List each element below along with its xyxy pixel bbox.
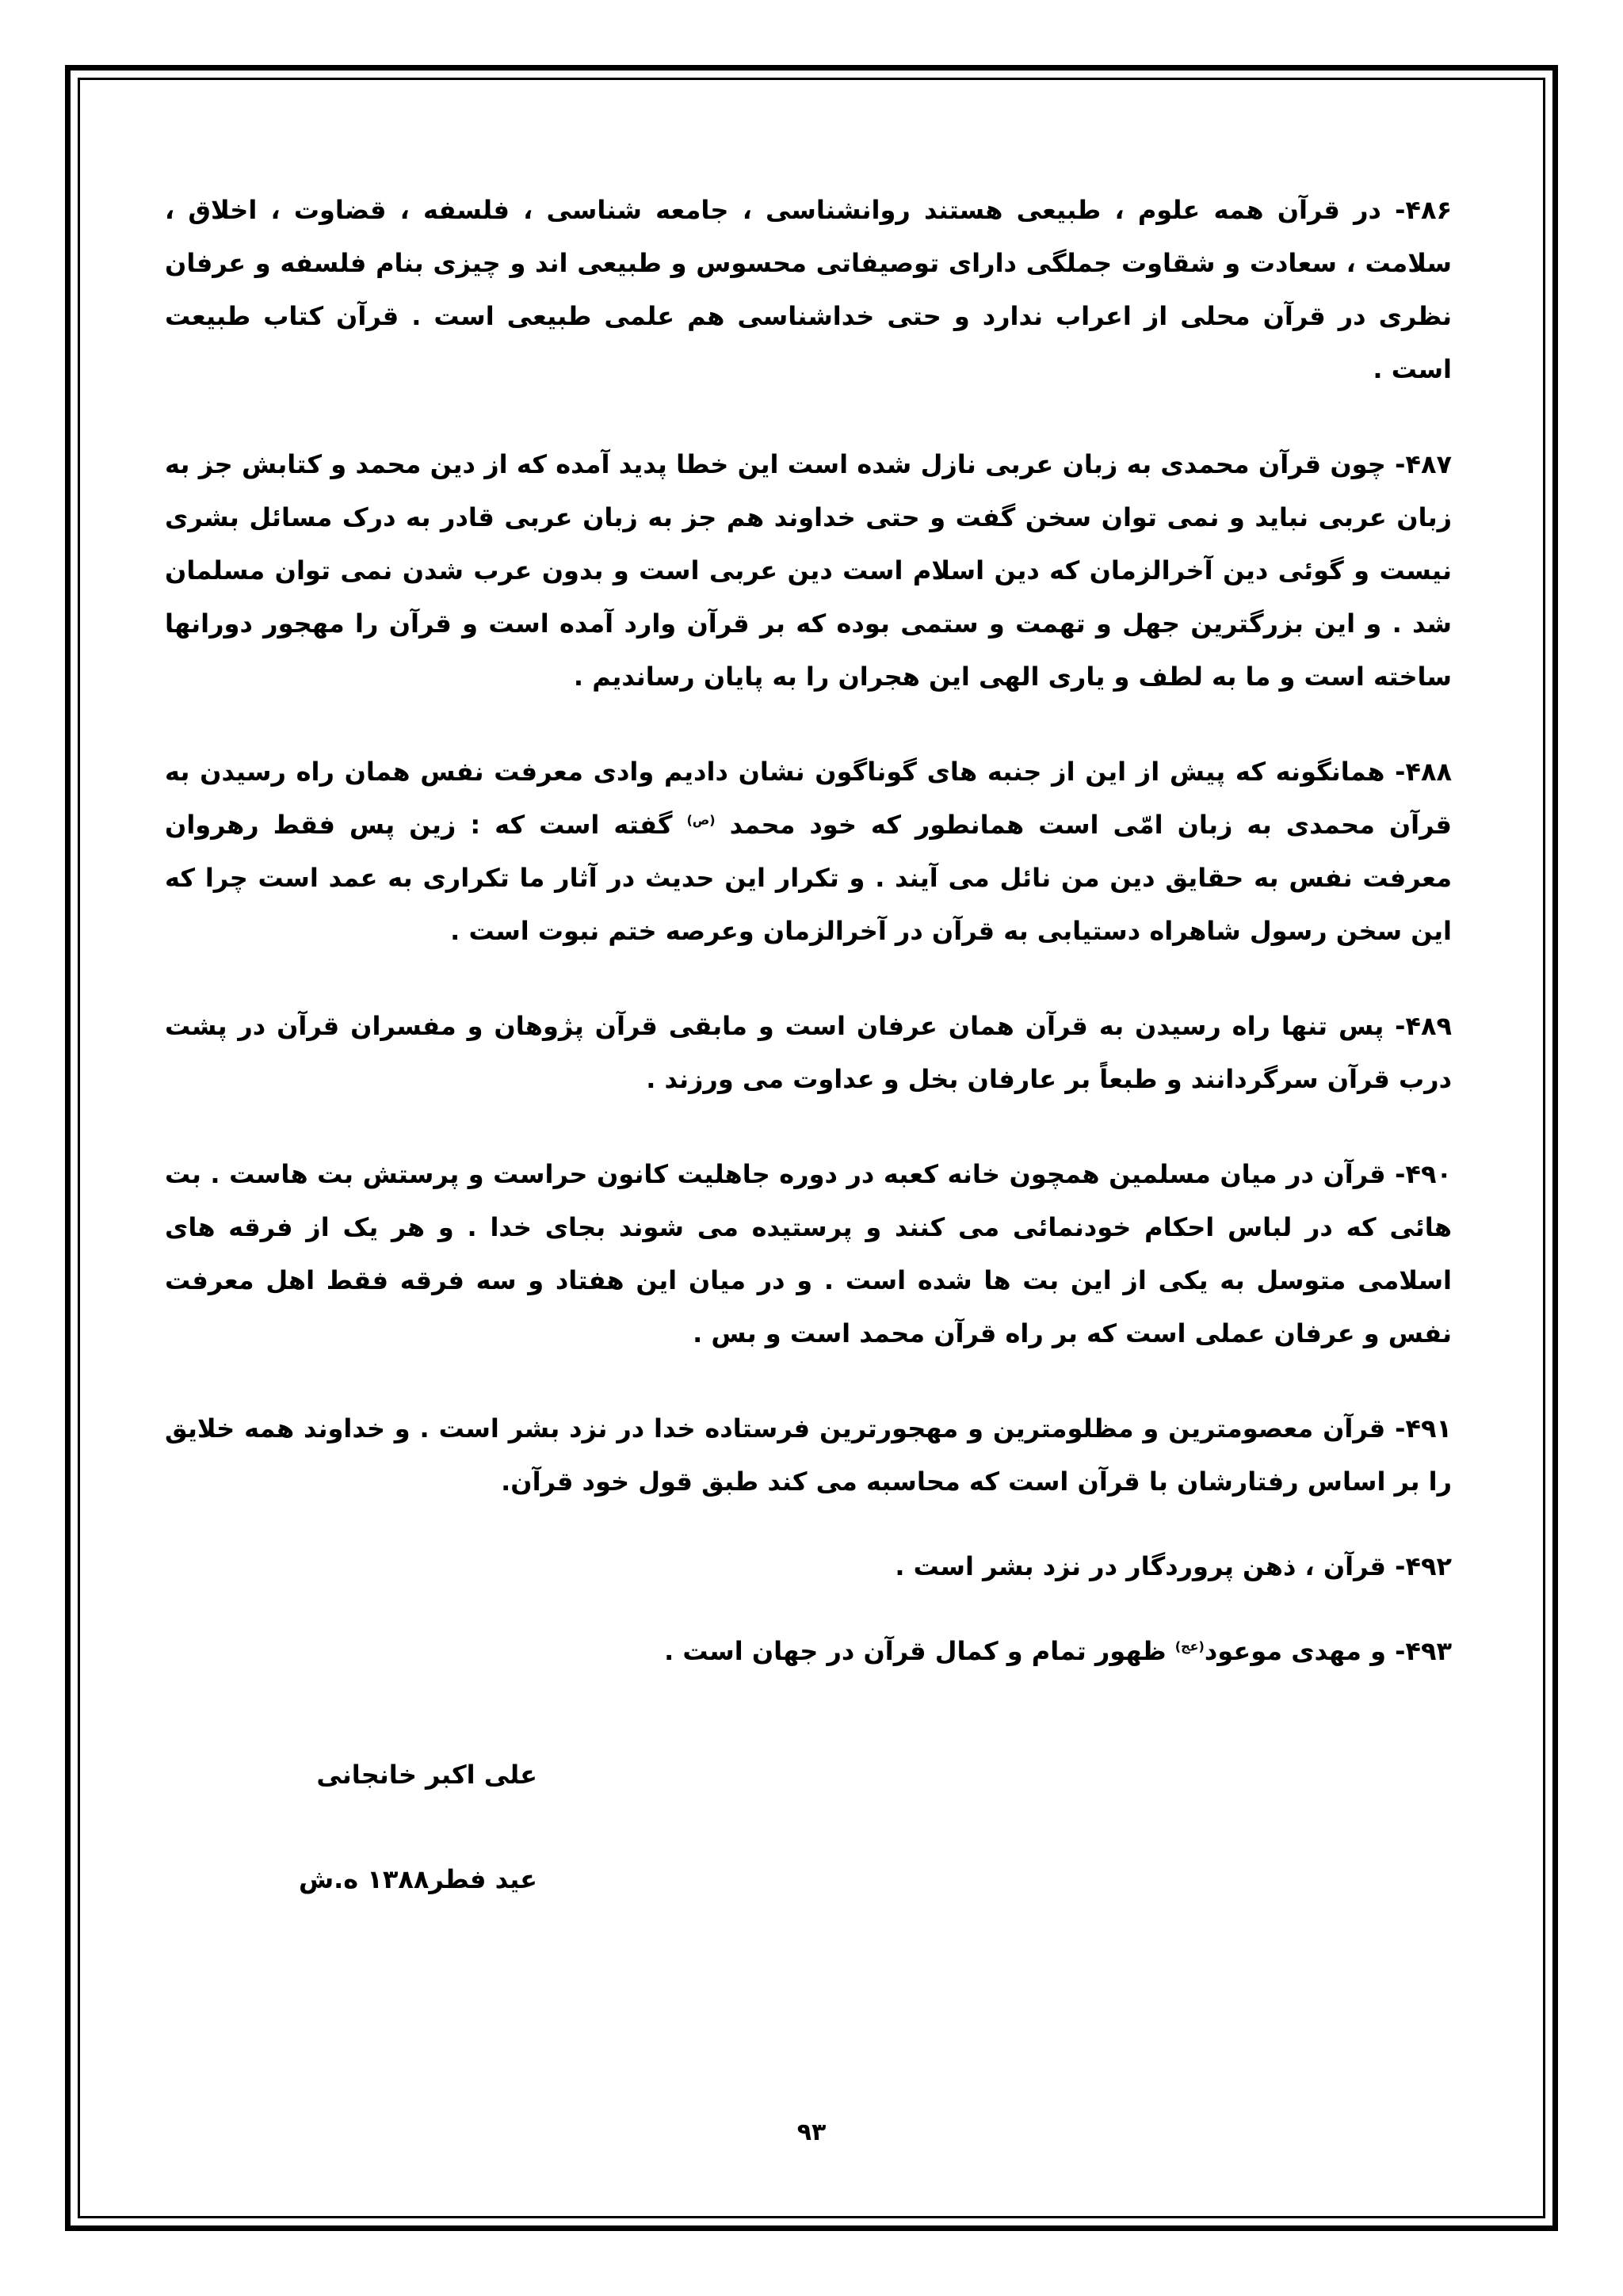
signature-date: عید فطر۱۳۸۸ ه.ش (298, 1864, 537, 1894)
document-body (165, 184, 1452, 1720)
paragraph-491 (165, 1402, 1452, 1508)
paragraph-488 (165, 746, 1452, 958)
paragraph-number: ۴۹۰- (1395, 1159, 1452, 1189)
paragraph-487 (165, 438, 1452, 704)
paragraph-number: ۴۸۸- (1395, 757, 1452, 787)
honorific-superscript: (ص) (686, 812, 716, 828)
paragraph-text-before: همانگونه که پیش از این از جنبه های گوناگون نشان دادیم وادی معرفت نفس همان راه رسیدن به قرآن محمدی به زبان امّی است همانطور که خود محمد (165, 757, 1453, 840)
paragraph-text: پس تنها راه رسیدن به قرآن همان عرفان است و مابقی قرآن پژوهان و مفسران قرآن در پشت درب قرآن سرگردانند و طبعاً بر عارفان بخل و عداوت می ورزند . (165, 1011, 1452, 1094)
paragraph-text: قرآن ، ذهن پروردگار در نزد بشر است . (895, 1551, 1396, 1581)
paragraph-text-after: ظهور تمام و کمال قرآن در جهان است . (664, 1636, 1175, 1666)
honorific-superscript: (عج) (1174, 1638, 1205, 1654)
paragraph-number: ۴۸۹- (1395, 1011, 1452, 1041)
paragraph-number: ۴۹۱- (1395, 1413, 1452, 1444)
paragraph-number: ۴۸۷- (1395, 449, 1452, 479)
paragraph-492 (165, 1540, 1452, 1593)
signature-block (299, 1759, 537, 1895)
author-name: علی اکبر خانجانی (316, 1760, 537, 1790)
paragraph-text-before: و مهدی موعود (1204, 1636, 1396, 1666)
paragraph-number: ۴۸۶- (1395, 195, 1452, 225)
paragraph-490 (165, 1148, 1452, 1360)
paragraph-text: قرآن در میان مسلمین همچون خانه کعبه در دوره جاهلیت کانون حراست و پرستش بت هاست . بت هائی که در لباس احکام خودنمائی می کنند و پرستیده می شوند بجای خدا . و هر یک از فرقه های اسلامی متوسل به یکی از این بت ها شده است . و در میان این هفتاد و سه فرقه فقط اهل معرفت نفس و عرفان عملی است که بر راه قرآن محمد است و بس . (165, 1159, 1452, 1348)
paragraph-493 (165, 1625, 1452, 1678)
paragraph-486 (165, 184, 1452, 396)
paragraph-number: ۴۹۳- (1395, 1636, 1452, 1666)
paragraph-number: ۴۹۲- (1395, 1551, 1452, 1581)
paragraph-text-after: گفته است که : زین پس فقط رهروان معرفت نفس به حقایق دین من نائل می آیند . و تکرار این حدیث در آثار ما تکراری به عمد است چرا که این سخن رسول شاهراه دستیابی به قرآن در آخرالزمان وعرصه ختم نبوت است . (165, 810, 1452, 946)
paragraph-489 (165, 1000, 1452, 1106)
paragraph-text: در قرآن همه علوم ، طبیعی هستند روانشناسی ، جامعه شناسی ، فلسفه ، قضاوت ، اخلاق ، سلامت ، سعادت و شقاوت جملگی دارای توصیفاتی محسوس و طبیعی اند و چیزی بنام فلسفه و عرفان نظری در قرآن محلی از اعراب ندارد و حتی خداشناسی هم علمی طبیعی است . قرآن کتاب طبیعت است . (165, 195, 1452, 384)
page-number: ۹۳ (796, 2119, 827, 2146)
paragraph-text: قرآن معصومترین و مظلومترین و مهجورترین فرستاده خدا در نزد بشر است . و خداوند همه خلایق را بر اساس رفتارشان با قرآن است که محاسبه می کند طبق قول خود قرآن. (165, 1413, 1452, 1497)
paragraph-text: چون قرآن محمدی به زبان عربی نازل شده است این خطا پدید آمده که از دین محمد و کتابش جز به زبان عربی نباید و نمی توان سخن گفت و حتی خداوند هم جز به زبان عربی قادر به درک مسائل بشری نیست و گوئی دین آخرالزمان که دین اسلام است دین عربی است و بدون عرب شدن نمی توان مسلمان شد . و این بزرگترین جهل و تهمت و ستمی بوده که بر قرآن وارد آمده است و قرآن را مهجور دورانها ساخته است و ما به لطف و یاری الهی این هجران را به پایان رساندیم . (165, 449, 1452, 692)
